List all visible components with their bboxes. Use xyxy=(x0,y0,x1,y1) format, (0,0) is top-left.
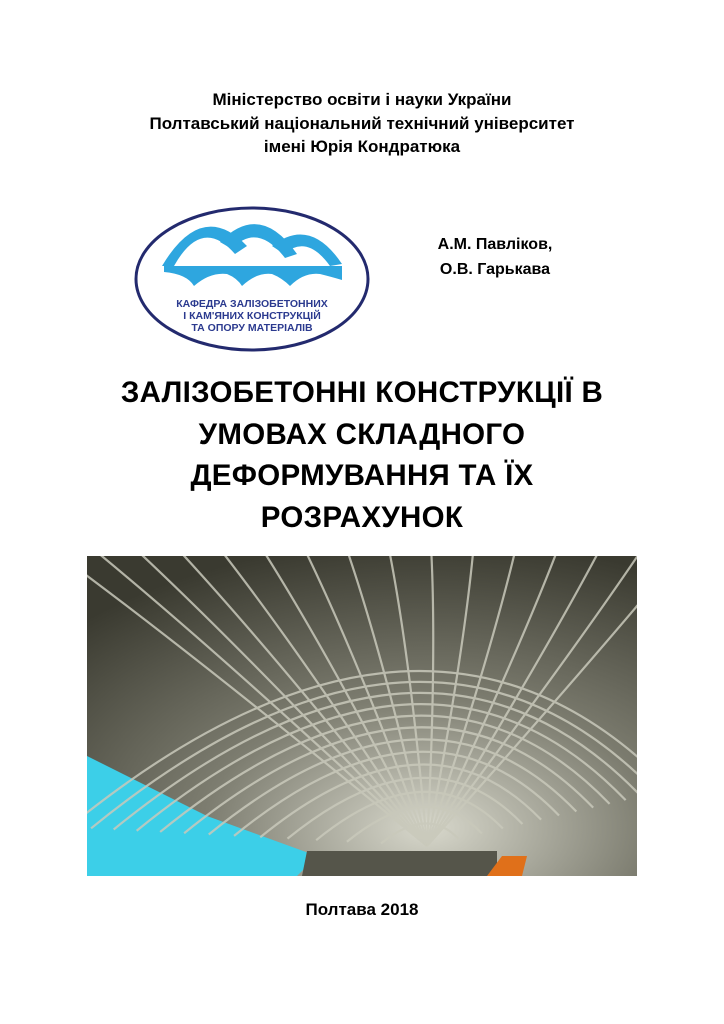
ministry-line: Міністерство освіти і науки України xyxy=(212,90,512,109)
author: О.В. Гарькава xyxy=(439,261,551,278)
title-line: ЗАЛІЗОБЕТОННІ КОНСТРУКЦІЇ В xyxy=(120,376,604,409)
university-name-line: імені Юрія Кондратюка xyxy=(263,137,461,156)
book-title xyxy=(0,372,724,538)
logo-text-line: ТА ОПОРУ МАТЕРІАЛІВ xyxy=(191,322,313,334)
title-line: РОЗРАХУНОК xyxy=(260,500,464,534)
author: А.М. Павліков, xyxy=(437,236,553,253)
city-year: Полтава 2018 xyxy=(305,900,419,919)
ministry-header xyxy=(0,88,724,159)
cover-photo-vaulted-ceiling xyxy=(87,556,637,876)
title-line: УМОВАХ СКЛАДНОГО xyxy=(198,417,526,451)
logo-text-line: І КАМ'ЯНИХ КОНСТРУКЦІЙ xyxy=(183,310,321,322)
logo-text-line: КАФЕДРА ЗАЛІЗОБЕТОННИХ xyxy=(176,298,328,310)
authors xyxy=(430,232,560,282)
title-line: ДЕФОРМУВАННЯ ТА ЇХ xyxy=(190,459,534,492)
university-line: Полтавський національний технічний університет xyxy=(149,113,575,133)
department-logo xyxy=(132,204,372,354)
